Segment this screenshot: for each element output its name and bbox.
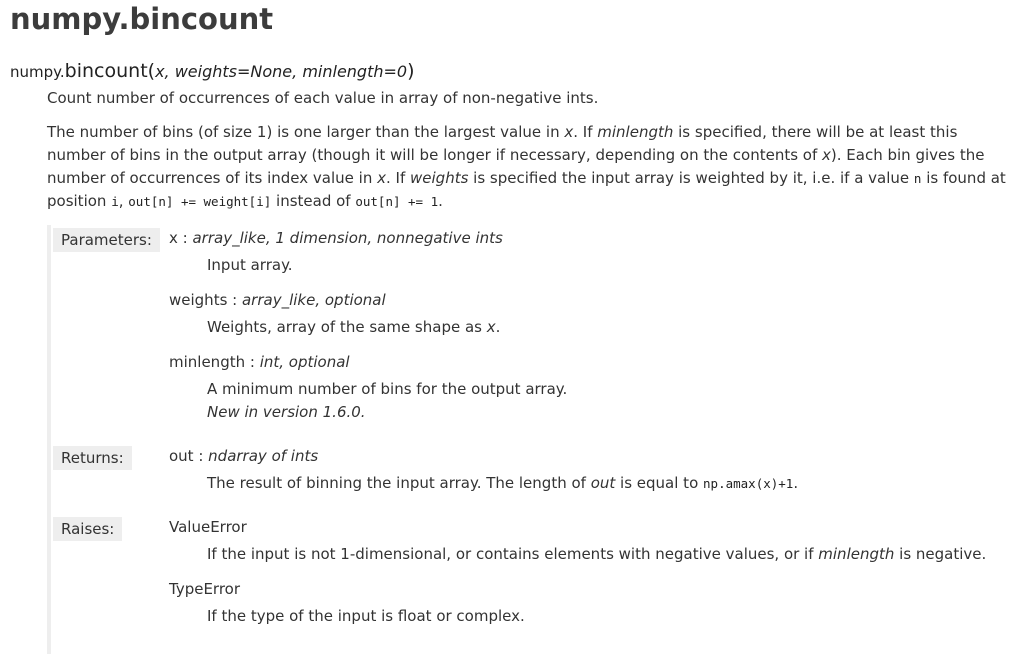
desc-text: ,	[118, 192, 129, 210]
param-weights-desc	[207, 316, 500, 339]
raises-label: Raises:	[53, 517, 122, 541]
param-name: minlength	[169, 353, 246, 371]
returns-label: Returns:	[53, 446, 132, 470]
signature-name: bincount	[64, 60, 148, 82]
desc-line-4	[47, 192, 443, 210]
description	[47, 121, 1007, 213]
return-out	[169, 445, 318, 467]
raise-value-error-desc	[207, 543, 986, 566]
signature-close-paren: )	[407, 60, 415, 82]
desc-text: is specified the input array is weighted by it, i.e. if a value	[468, 169, 914, 187]
raise-type-error: TypeError	[169, 580, 241, 598]
summary: Count number of occurrences of each value in array of non-negative ints.	[47, 89, 599, 107]
return-sep: :	[193, 447, 209, 465]
desc-x: x	[377, 169, 386, 187]
param-type: int, optional	[259, 353, 350, 371]
desc-line-1	[47, 123, 957, 141]
version-note: New in version 1.6.0.	[207, 403, 366, 421]
desc-text: Weights, array of the same shape as	[207, 318, 487, 336]
param-minlength	[169, 351, 350, 373]
desc-text: . If	[573, 123, 598, 141]
raise-value-error: ValueError	[169, 518, 247, 536]
return-name: out	[169, 447, 194, 465]
desc-text: The result of binning the input array. The length of	[207, 474, 591, 492]
param-sep: :	[227, 291, 242, 309]
parameters-label: Parameters:	[53, 228, 160, 252]
field-list-border	[47, 225, 51, 654]
desc-line-3	[47, 169, 1006, 187]
desc-text: The number of bins (of size 1) is one larger than the largest value in	[47, 123, 565, 141]
desc-text: ). Each bin gives the	[830, 146, 985, 164]
desc-text: number of occurrences of its index value in	[47, 169, 378, 187]
param-name: weights	[169, 291, 228, 309]
desc-code-weighted: out[n] += weight[i]	[128, 194, 272, 209]
desc-code-amax: np.amax(x)+1	[703, 476, 794, 491]
param-type: array_like, 1 dimension, nonnegative ints	[192, 229, 503, 247]
desc-code-i: i	[111, 194, 119, 209]
desc-minlength: minlength	[597, 123, 674, 141]
param-sep: :	[245, 353, 260, 371]
page-title: numpy.bincount	[10, 2, 274, 36]
desc-code-n: n	[913, 171, 922, 186]
desc-text: If the input is not 1-dimensional, or contains elements with negative values, or if	[207, 545, 819, 563]
desc-text: number of bins in the output array (though it will be longer if necessary, depending on the contents of	[47, 146, 823, 164]
desc-text: is found at	[921, 169, 1006, 187]
desc-text: is specified, there will be at least this	[673, 123, 958, 141]
param-minlength-desc: A minimum number of bins for the output array.	[207, 380, 568, 398]
signature-module: numpy.	[10, 63, 65, 81]
desc-text: instead of	[271, 192, 356, 210]
desc-x: x	[822, 146, 831, 164]
desc-x: x	[486, 318, 496, 336]
raise-type-error-desc: If the type of the input is float or complex.	[207, 607, 525, 625]
return-type: ndarray of ints	[208, 447, 319, 465]
param-name: x	[169, 229, 178, 247]
param-weights	[169, 289, 386, 311]
desc-text: is negative.	[894, 545, 987, 563]
desc-line-2	[47, 146, 984, 164]
signature-open-paren: (	[147, 60, 156, 82]
desc-text: .	[438, 192, 443, 210]
desc-code-unweighted: out[n] += 1	[355, 194, 439, 209]
param-sep: :	[177, 229, 193, 247]
desc-out: out	[590, 474, 616, 492]
param-x-desc: Input array.	[207, 256, 293, 274]
function-signature	[10, 59, 415, 84]
return-out-desc	[207, 472, 798, 495]
signature-params: x, weights=None, minlength=0	[155, 62, 408, 81]
param-type: array_like, optional	[241, 291, 386, 309]
desc-text: position	[47, 192, 112, 210]
desc-text: . If	[386, 169, 411, 187]
param-x	[169, 227, 503, 249]
desc-x: x	[564, 123, 574, 141]
desc-text: .	[793, 474, 799, 492]
desc-weights: weights	[410, 169, 469, 187]
desc-text: is equal to	[615, 474, 704, 492]
desc-minlength: minlength	[818, 545, 895, 563]
desc-text: .	[495, 318, 501, 336]
